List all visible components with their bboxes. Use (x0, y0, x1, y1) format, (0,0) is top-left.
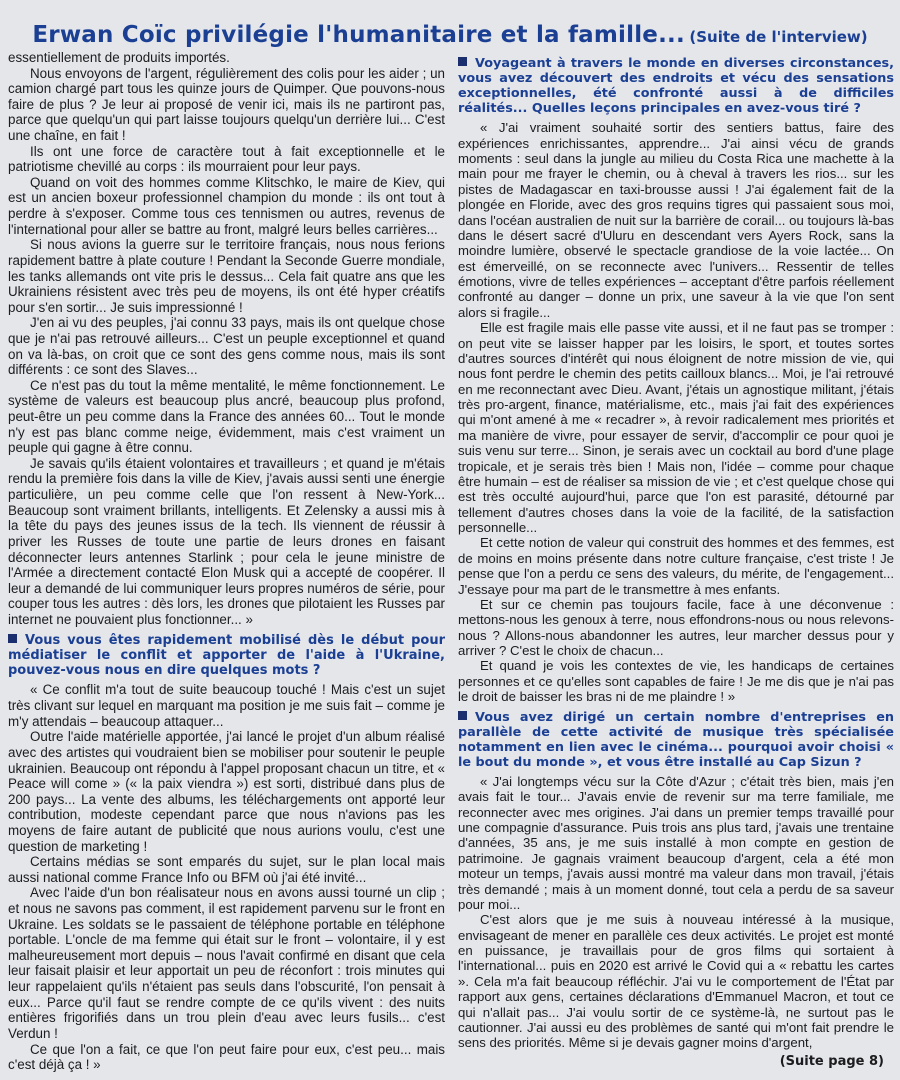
answer-paragraph: C'est alors que je me suis à nouveau intéressé à la musique, envisageant de mener en parallèle ces deux activités. Le projet est monté en puissance, je travaillais pour de gros films qui sortaient à l'international... puis en 2020 est arrivé le Covid qui a « rebattu les cartes ». Cela m'a fait beaucoup réfléchir. J'ai vu le comportement de l'État par rapport aux gens, certaines déclarations d'Emmanuel Macron, et tout ce qui n'allait pas... J'ai voulu sortir de ce système-là, ne surtout pas le cautionner. J'ai aussi eu des problèmes de santé qui m'ont fait prendre le sens des priorités. Même si je devais gagner moins d'argent, (458, 912, 894, 1051)
answer-paragraph: Et cette notion de valeur qui construit des hommes et des femmes, est de moins en moins présente dans notre culture française, c'est triste ! Je pense que l'on a perdu ce sens des valeurs, du mérite, de l'engagement... J'essaye pour ma part de le transmettre à mes enfants. (458, 535, 894, 597)
body-paragraph: Je savais qu'ils étaient volontaires et travailleurs ; et quand je m'étais rendu la première fois dans la ville de Kiev, j'avais aussi senti une énergie particulière, un peu comme celle que l'on ressent à New-York... Beaucoup sont vraiment brillants, intelligents. Et Zelensky a aussi mis à la tête du pays des jeunes issus de la tech. Ils viennent de réussir à priver les Russes de toute une partie de leurs drones en faisant déconnecter leurs antennes Starlink ; pour cela le jeune ministre de l'Armée a directement contacté Elon Musk qui a accepté de coopérer. Il leur a demandé de lui communiquer leurs propres numéros de série, pour couper tous les autres : dès lors, les drones que pilotaient les Russes par internet ne pouvaient plus fonctionner... » (8, 455, 445, 627)
body-paragraph: Ils ont une force de caractère tout à fait exceptionnelle et le patriotisme chevillé au corps : ils mourraient pour leur pays. (8, 143, 445, 175)
answer-paragraph: « Ce conflit m'a tout de suite beaucoup touché ! Mais c'est un sujet très clivant sur lequel en marquant ma position je me suis fait – comme je m'y attendais – beaucoup attaquer... (8, 682, 445, 729)
answer-paragraph: Elle est fragile mais elle passe vite aussi, et il ne faut pas se tromper : on peut vite se laisser happer par les loisirs, le sport, et toutes sortes d'autres sources d'intérêt qui nous éloignent de notre mission de vie, qui nous font perdre le chemin des petits cailloux blancs... Moi, je l'ai retrouvé en me reconnectant avec Dieu. Avant, j'étais un agnostique militant, j'étais très pro-argent, finance, matérialisme, etc., mais j'ai fait des expériences qui m'ont amené à me « recadrer », à revoir radicalement mes priorités et ma manière de vivre, pour essayer de servir, d'accomplir ce pour quoi je suis venu sur terre... Sinon, je serais avec un cocktail au bord d'une plage tropicale, et je serais très bien ! Mais non, l'idée – comme pour chaque être humain – est de réaliser sa mission de vie ; et c'est quelque chose qui est très occulté aujourd'hui, parce que l'on est parasité, détourné par tellement d'autres choses dans la voie de la facilité, de la satisfaction personnelle... (458, 320, 894, 536)
answer-paragraph: Ce que l'on a fait, ce que l'on peut faire pour eux, c'est peu... mais c'est déjà ça ! » (8, 1041, 445, 1072)
body-paragraph: J'en ai vu des peuples, j'ai connu 33 pays, mais ils ont quelque chose que je n'ai pas retrouvé ailleurs... C'est un peuple exceptionnel et quand on va là-bas, on croit que ce sont des gens comme nous, mais ils sont différents : ce sont des Slaves... (8, 315, 445, 378)
headline-title: Erwan Coïc privilégie l'humanitaire et la famille... (32, 22, 685, 48)
interview-question (458, 56, 894, 116)
question-text: Voyageant à travers le monde en diverses circonstances, vous avez découvert des endroits et vécu des sensations exceptionnelles, été confronté aussi à de difficiles réalités... Quelles leçons principales en avez-vous tiré ? (458, 56, 894, 117)
right-column (458, 50, 894, 1072)
body-paragraph: Quand on voit des hommes comme Klitschko, le maire de Kiev, qui est un ancien boxeur professionnel champion du monde : ils ont tout à perdre à s'exposer. Comme tous ces tennismen ou autres, revenus de l'international pour aller se battre au front, malgré leurs belles carrières... (8, 174, 445, 237)
square-bullet-icon (8, 634, 17, 643)
question-text: Vous vous êtes rapidement mobilisé dès le début pour médiatiser le conflit et apporter de l'aide à l'Ukraine, pouvez-vous nous en dire quelques mots ? (8, 632, 445, 679)
body-paragraph: essentiellement de produits importés. (8, 50, 230, 65)
question-text: Vous avez dirigé un certain nombre d'entreprises en parallèle de cette activité de musique très spécialisée notamment en lien avec le cinéma... pourquoi avoir choisi « le bout du monde », et vous être installé au Cap Sizun ? (458, 709, 894, 770)
answer-paragraph: « J'ai longtemps vécu sur la Côte d'Azur ; c'était très bien, mais j'en avais fait le tour... J'avais envie de revenir sur ma terre familiale, me reconnecter avec mes origines. J'ai dans un premier temps travaillé pour une compagnie d'assurance. Puis trois ans plus tard, j'avais une trentaine d'années, 35 ans, je me suis installé à mon compte en gestion de patrimoine. Je gagnais vraiment beaucoup d'argent, cela a été mon moteur un temps, j'avais aussi montré ma valeur dans mon travail, j'étais très demandé ; mais à un moment donné, tout cela a perdu de sa saveur pour moi... (458, 773, 894, 912)
headline-suffix: (Suite de l'interview) (689, 28, 868, 46)
body-paragraph: Ce n'est pas du tout la même mentalité, le même fonctionnement. Le système de valeurs est beaucoup plus ancré, beaucoup plus profond, peut-être un peu comme dans la France des années 60... Tout le monde n'y est pas blanc comme neige, évidemment, mais c'est vraiment un peuple qui gagne à être connu. (8, 377, 445, 456)
body-paragraph: Si nous avions la guerre sur le territoire français, nous nous ferions rapidement battre à plate couture ! Pendant la Seconde Guerre mondiale, les tanks allemands ont vite pris le dessus... Cela fait quatre ans que les Ukrainiens résistent avec très peu de moyens, ils ont été hyper créatifs pour s'en sortir... Je suis impressionné ! (8, 237, 445, 315)
left-column (8, 50, 445, 1072)
interview-question (458, 710, 894, 770)
continued-on-page: (Suite page 8) (779, 1053, 884, 1069)
answer-paragraph: Avec l'aide d'un bon réalisateur nous en avons aussi tourné un clip ; et nous ne savons pas comment, il est rapidement parvenu sur le front en Ukraine. Les soldats se le passaient de téléphone portable en téléphone portable. L'oncle de ma femme qui était sur le front – volontaire, il y est malheureusement mort depuis – nous l'avait confirmé en disant que cela leur faisait plaisir et leur apportait un peu de réconfort : trois minutes qui leur rappelaient qu'ils n'étaient pas seuls dans l'obscurité, l'on pensait à eux... Parce qu'il faut se rendre compte de ce qu'ils vivent : des nuits entières frigorifiés dans un trou plein d'eau avec leurs fusils... c'est Verdun ! (8, 885, 445, 1041)
answer-paragraph: Certains médias se sont emparés du sujet, sur le plan local mais aussi national comme France Info ou BFM où j'ai été invité... (8, 854, 445, 885)
answer-paragraph: Et sur ce chemin pas toujours facile, face à une déconvenue : mettons-nous les genoux à terre, nous effondrons-nous ou nous relevons-nous ? Allons-nous abandonner les autres, leur marcher dessus pour y arriver ? C'est le choix de chacun... (458, 596, 894, 659)
body-paragraph: Nous envoyons de l'argent, régulièrement des colis pour les aider ; un camion chargé part tous les quinze jours de Quimper. Que pouvons-nous faire de plus ? Je leur ai proposé de venir ici, mais ils ne partiront pas, parce que quelqu'un qui part laisse toujours quelqu'un derrière lui... C'est une chaîne, en fait ! (8, 65, 445, 144)
answer-paragraph: Et quand je vois les contextes de vie, les handicaps de certaines personnes et ce qu'elles sont capables de faire ! Je me dis que je n'ai pas le droit de baisser les bras ni de me plaindre ! » (458, 658, 894, 705)
answer-paragraph: Outre l'aide matérielle apportée, j'ai lancé le projet d'un album réalisé avec des artistes qui voudraient bien se mobiliser pour soutenir le peuple ukrainien. Beaucoup ont répondu à l'appel proposant chacun un titre, et « Peace will come » (« la paix viendra ») est sorti, distribué dans plus de 200 pays... La vente des albums, les téléchargements ont apporté leur contribution, modeste cependant parce que nous n'avions pas les moyens de faire autant de publicité que nous aurions voulu, c'est une question de marketing ! (8, 729, 445, 854)
square-bullet-icon (458, 57, 467, 66)
square-bullet-icon (458, 711, 467, 720)
article-headline (0, 22, 900, 48)
answer-paragraph: « J'ai vraiment souhaité sortir des sentiers battus, faire des expériences enrichissantes, apprendre... J'ai ainsi vécu de grands moments : seul dans la jungle au milieu du Costa Rica une machette à la main pour me frayer le chemin, ou à cheval à travers les rios... sur les pistes de Madagascar en taxi-brousse aussi ! J'ai également fait de la plongée en Floride, avec des gros requins tigres qui passaient sous moi, dans l'océan australien de nuit sur la barrière de corail... ou toujours là-bas dans le désert sacré d'Uluru en descendant vers Ayers Rock, sans la moindre lumière, observé le spectacle grandiose de la voie lactée... On est émerveillé, on se reconnecte avec l'univers... Ressentir de telles émotions, vivre de telles expériences – acceptant d'être parfois réellement confronté au danger – donne un prix, une saveur à la vie que l'on sent alors si fragile... (458, 120, 894, 320)
interview-question (8, 633, 445, 679)
